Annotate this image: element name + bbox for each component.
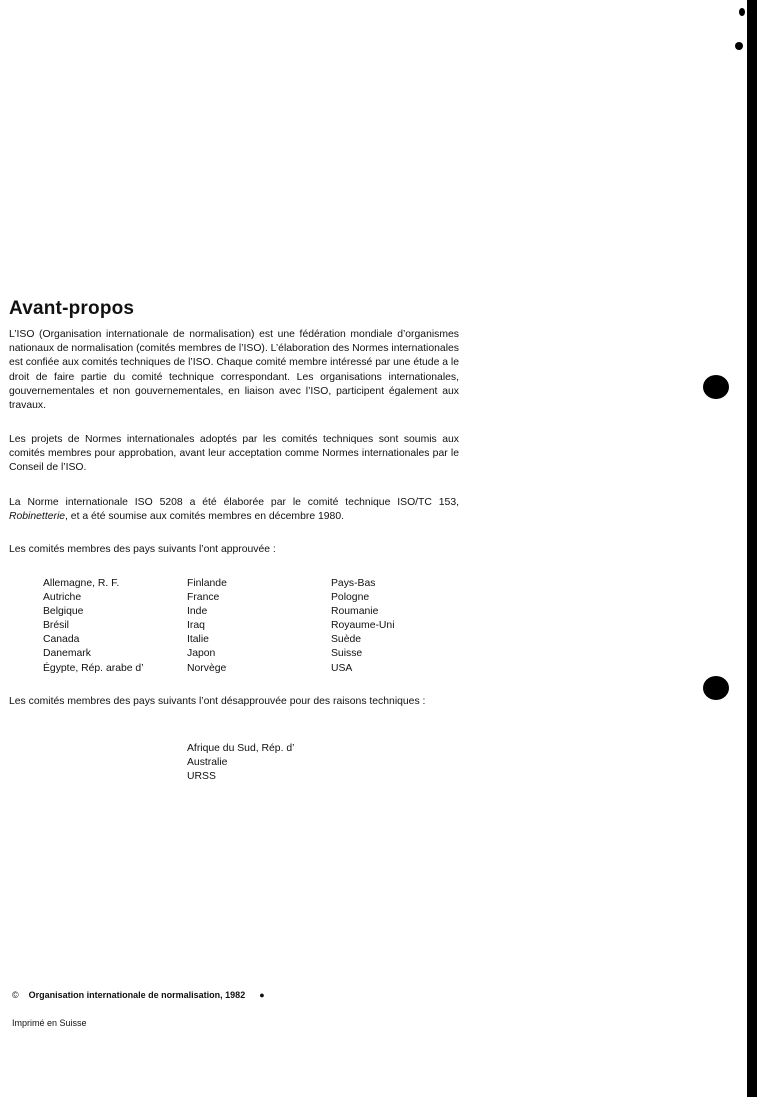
country-item: USA bbox=[331, 662, 353, 674]
paragraph-norme-start: La Norme internationale ISO 5208 a été élaborée par le comité technique ISO/TC 153, bbox=[9, 497, 459, 508]
country-item: Royaume-Uni bbox=[331, 620, 395, 632]
disapproving-countries bbox=[187, 742, 294, 784]
country-item: Allemagne, R. F. bbox=[43, 578, 120, 589]
scan-edge-bar bbox=[747, 0, 757, 1097]
approving-countries-col2 bbox=[187, 577, 227, 676]
country-item: Canada bbox=[43, 634, 80, 646]
country-item: Japon bbox=[187, 648, 216, 660]
country-item: Danemark bbox=[43, 648, 91, 660]
country-item: Pays-Bas bbox=[331, 578, 376, 589]
page-title: Avant-propos bbox=[9, 298, 135, 319]
scan-mark bbox=[739, 8, 745, 16]
country-item: Roumanie bbox=[331, 606, 379, 618]
approving-countries-col1 bbox=[43, 577, 144, 676]
country-item: Afrique du Sud, Rép. d’ bbox=[187, 743, 295, 754]
country-item: URSS bbox=[187, 771, 216, 783]
country-item: Italie bbox=[187, 634, 209, 646]
country-item: Pologne bbox=[331, 592, 370, 604]
country-item: Autriche bbox=[43, 592, 82, 604]
copyright-organisation: Organisation internationale de normalisation, 1982 bbox=[28, 990, 246, 1000]
country-item: Iraq bbox=[187, 620, 205, 632]
country-item: Suède bbox=[331, 634, 362, 646]
country-item: Inde bbox=[187, 606, 208, 618]
country-item: Suisse bbox=[331, 648, 363, 660]
country-item: Norvège bbox=[187, 662, 227, 674]
committee-name: Robinetterie bbox=[9, 511, 66, 523]
disapprove-intro: Les comités membres des pays suivants l’ont désapprouvée pour des raisons techniques : bbox=[9, 696, 426, 707]
bullet-icon: ● bbox=[259, 990, 265, 1000]
copyright-line bbox=[12, 990, 265, 1000]
country-item: France bbox=[187, 592, 220, 604]
country-item: Égypte, Rép. arabe d’ bbox=[43, 662, 144, 674]
paragraph-projects: Les projets de Normes internationales adoptés par les comités techniques sont soumis aux comités membres pour approbation, avant leur acceptation comme Normes internationales par le Conseil de l’ISO. bbox=[9, 434, 459, 474]
country-item: Belgique bbox=[43, 606, 84, 618]
punch-hole-bottom bbox=[703, 676, 729, 700]
paragraph-norme bbox=[9, 496, 459, 524]
punch-hole-top bbox=[703, 375, 729, 399]
country-item: Australie bbox=[187, 757, 228, 769]
printed-in: Imprimé en Suisse bbox=[12, 1018, 87, 1028]
scan-mark bbox=[735, 42, 743, 50]
paragraph-norme-end: , et a été soumise aux comités membres en décembre 1980. bbox=[65, 511, 344, 523]
paragraph-iso-intro: L’ISO (Organisation internationale de normalisation) est une fédération mondiale d’organismes nationaux de normalisation (comités membres de l’ISO). L’élaboration des Normes internationales est confiée aux comités techniques de l’ISO. Chaque comité membre intéressé par une étude a le droit de faire partie du comité technique correspondant. Les organisations internationales, gouvernementales et non gouvernementales, en liaison avec l’ISO, participent également aux travaux. bbox=[9, 329, 459, 412]
approve-intro: Les comités membres des pays suivants l’ont approuvée : bbox=[9, 544, 276, 555]
country-item: Brésil bbox=[43, 620, 69, 632]
copyright-icon: © bbox=[12, 990, 19, 1000]
approving-countries-col3 bbox=[331, 577, 395, 676]
country-item: Finlande bbox=[187, 578, 227, 589]
